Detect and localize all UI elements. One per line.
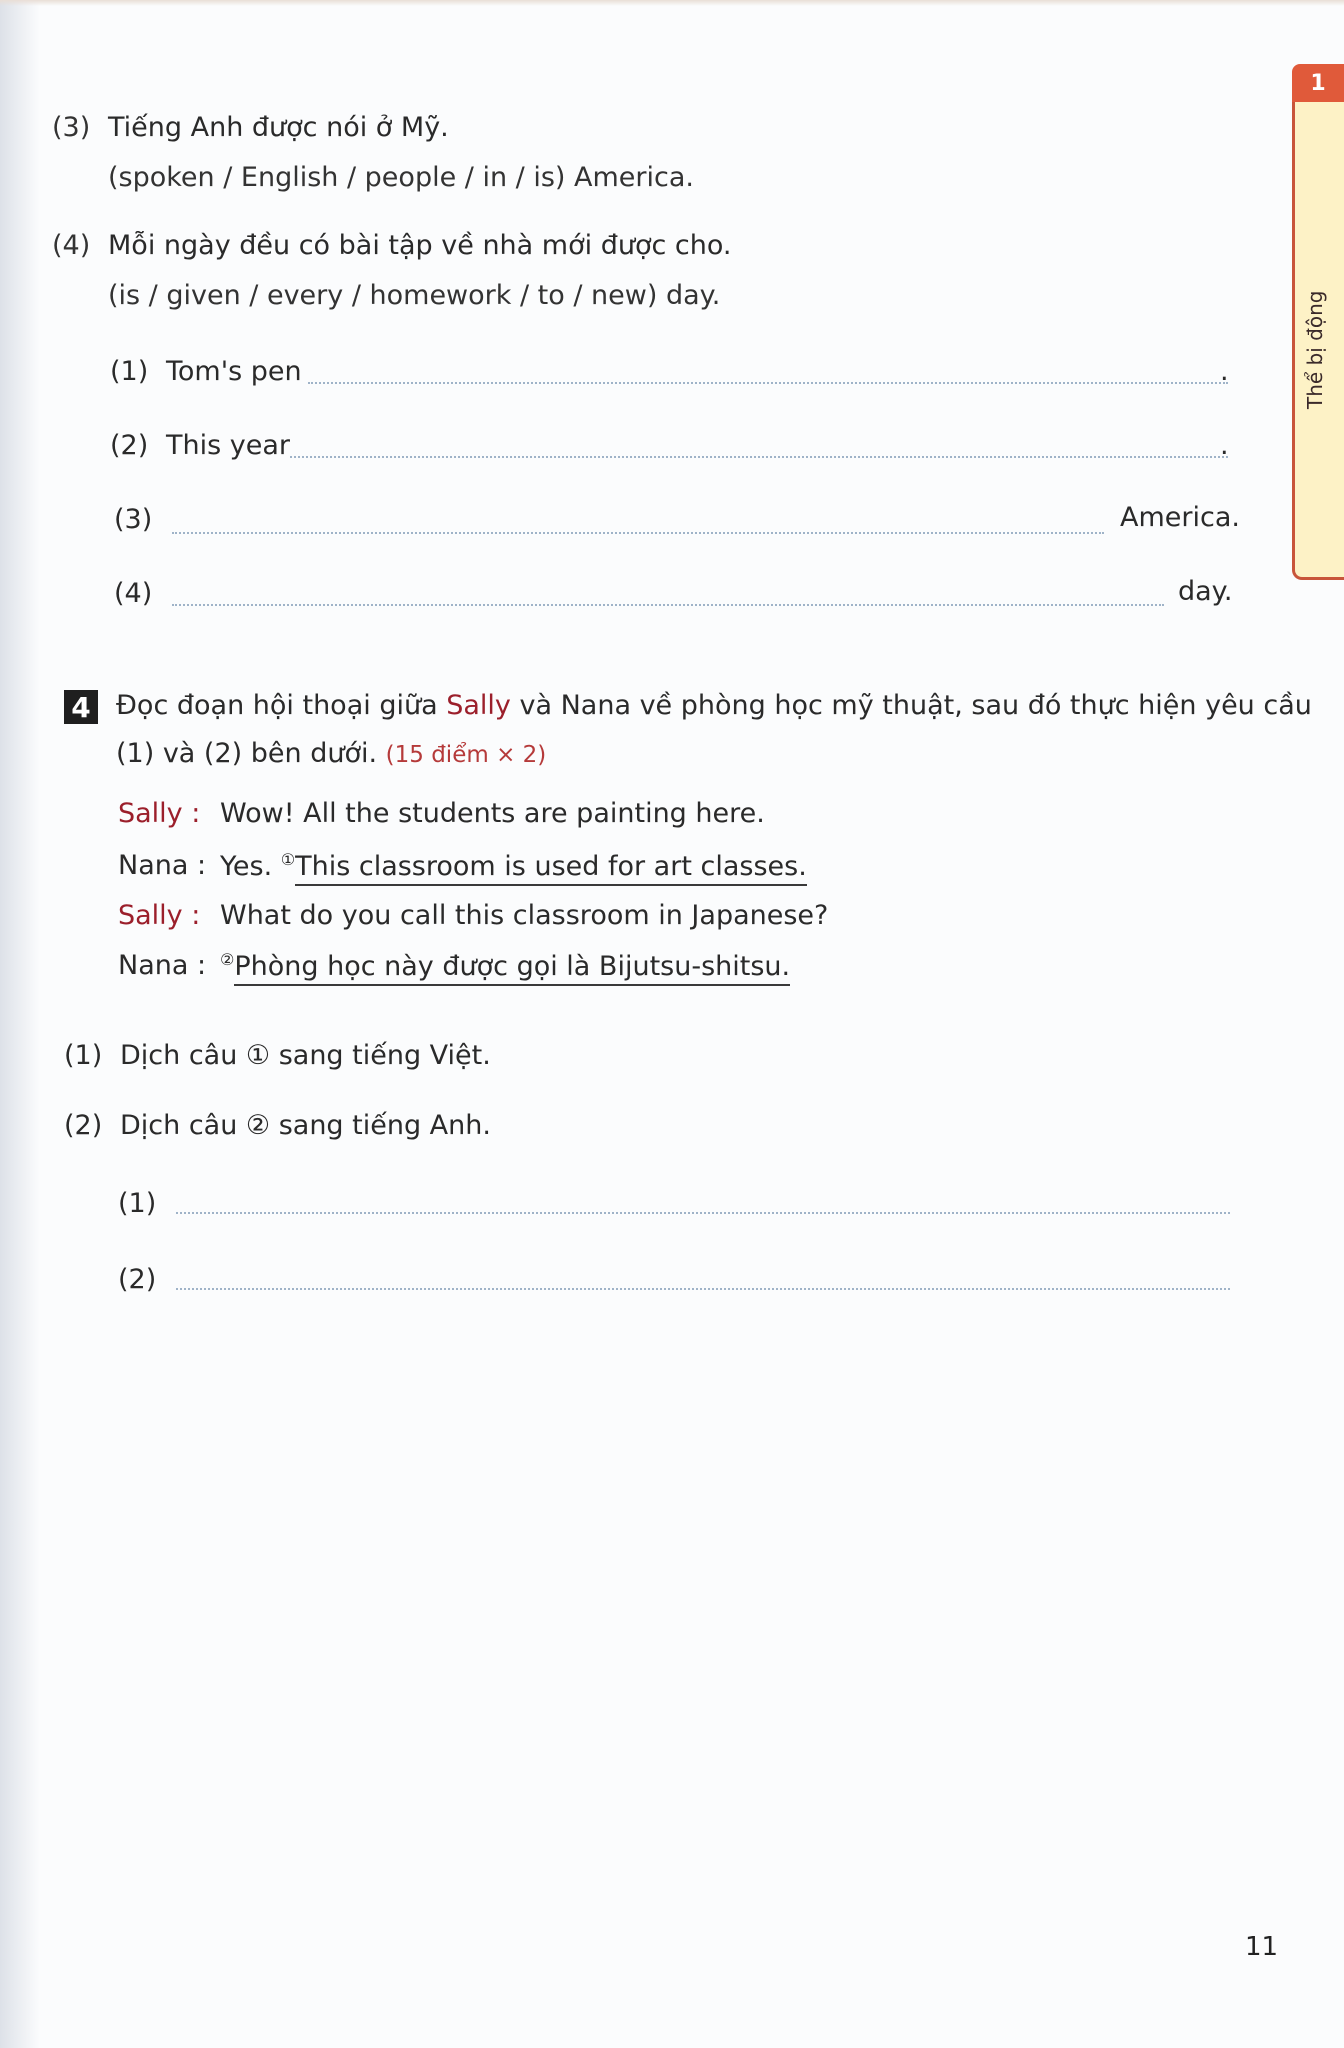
- answer-1-number: (1): [110, 356, 149, 387]
- answer-3-suffix: America.: [1120, 502, 1240, 533]
- page-number: 11: [1245, 1932, 1279, 1962]
- answer-4-line[interactable]: [172, 604, 1164, 606]
- dialogue-speaker: Sally :: [118, 900, 201, 931]
- dialogue-speaker: Nana :: [118, 850, 207, 881]
- dialogue-line: What do you call this classroom in Japanese?: [220, 900, 829, 931]
- question-3-options: (spoken / English / people / in / is) America.: [108, 162, 694, 193]
- question-4-sentence: Mỗi ngày đều có bài tập về nhà mới được cho.: [108, 230, 732, 261]
- answer-1-prefix: Tom's pen: [166, 356, 302, 387]
- answer-4-suffix: day.: [1178, 576, 1233, 607]
- page-shadow: [0, 0, 40, 2048]
- answer-3-line[interactable]: [172, 532, 1104, 534]
- section-4-instruction: Đọc đoạn hội thoại giữa Sally và Nana về phòng học mỹ thuật, sau đó thực hiện yêu cầu: [116, 690, 1312, 721]
- task-1-number: (1): [64, 1040, 103, 1071]
- task-1-text: Dịch câu ① sang tiếng Việt.: [120, 1040, 491, 1071]
- answer-2-suffix: .: [1220, 430, 1229, 461]
- task-answer-1-line[interactable]: [176, 1212, 1230, 1214]
- dialogue-speaker: Nana :: [118, 950, 207, 981]
- question-4-options: (is / given / every / homework / to / new) day.: [108, 280, 721, 311]
- answer-2-number: (2): [110, 430, 149, 461]
- marker-1: ①: [280, 850, 296, 869]
- question-3-number: (3): [52, 112, 91, 143]
- answer-3-number: (3): [114, 504, 153, 535]
- answer-1-suffix: .: [1220, 356, 1229, 387]
- question-4-number: (4): [52, 230, 91, 261]
- task-2-number: (2): [64, 1110, 103, 1141]
- top-edge: [0, 0, 1344, 6]
- task-2-text: Dịch câu ② sang tiếng Anh.: [120, 1110, 491, 1141]
- dialogue-line: Wow! All the students are painting here.: [220, 798, 765, 829]
- dialogue-line: ②Phòng học này được gọi là Bijutsu-shitsu.: [220, 950, 790, 982]
- chapter-label: Thể bị động: [1303, 290, 1327, 410]
- task-answer-1-number: (1): [118, 1188, 157, 1219]
- answer-1-line[interactable]: [308, 382, 1228, 384]
- chapter-number: 1: [1292, 64, 1344, 102]
- dialogue-line: Yes. ①This classroom is used for art classes.: [220, 850, 807, 882]
- answer-4-number: (4): [114, 578, 153, 609]
- section-4-badge: 4: [64, 690, 98, 724]
- task-answer-2-number: (2): [118, 1264, 157, 1295]
- marker-2: ②: [220, 950, 235, 969]
- score-label: (15 điểm × 2): [385, 742, 547, 768]
- answer-2-line[interactable]: [290, 456, 1228, 458]
- question-3-sentence: Tiếng Anh được nói ở Mỹ.: [108, 112, 449, 143]
- answer-2-prefix: This year: [166, 430, 290, 461]
- dialogue-speaker: Sally :: [118, 798, 201, 829]
- section-4-instruction-line2: (1) và (2) bên dưới. (15 điểm × 2): [116, 738, 547, 769]
- task-answer-2-line[interactable]: [176, 1288, 1230, 1290]
